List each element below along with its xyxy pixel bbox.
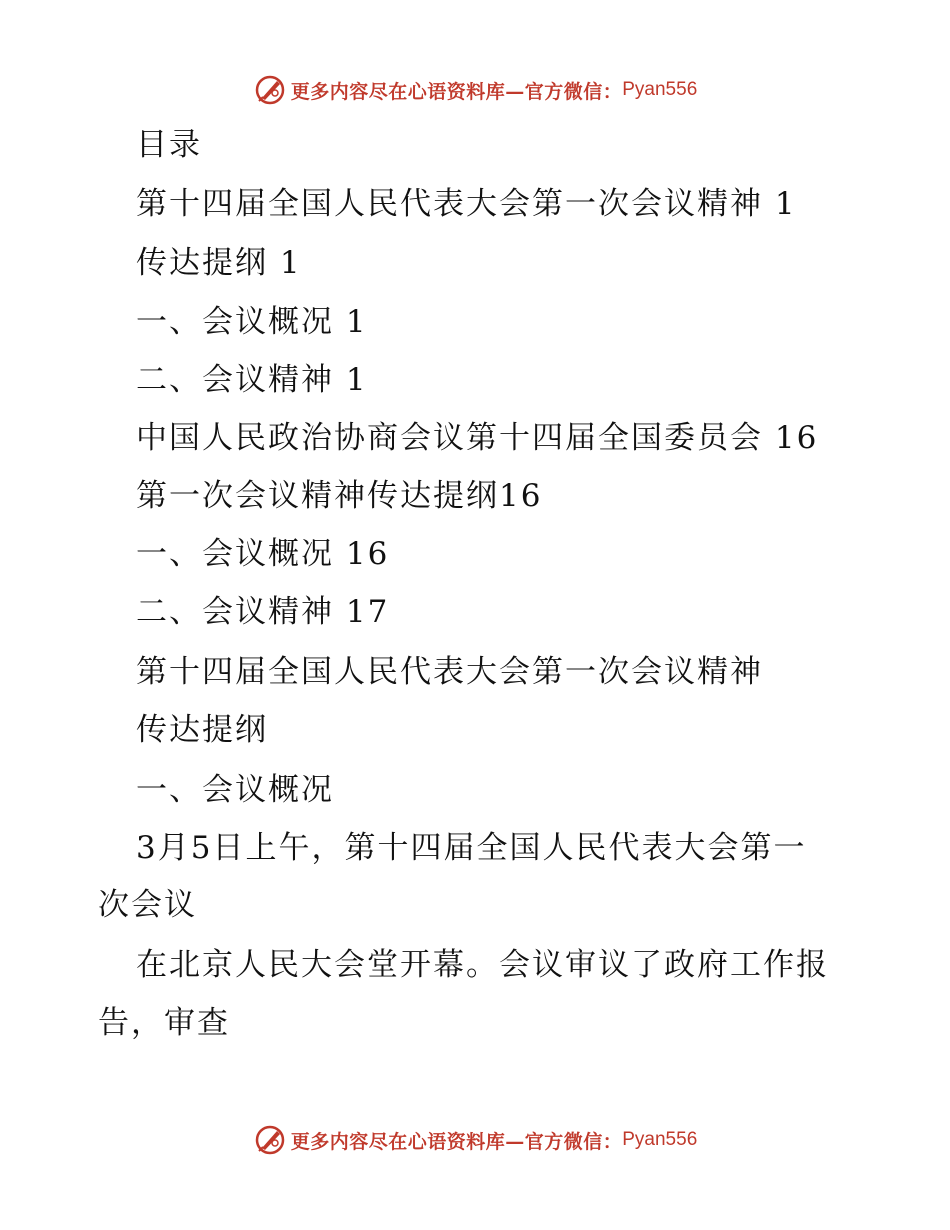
footer-banner bbox=[0, 1122, 950, 1158]
toc-entry: 一、会议概况 16 bbox=[136, 536, 390, 572]
toc-entry: 中国人民政治协商会议第十四届全国委员会 16 bbox=[136, 420, 819, 456]
document-heading: 传达提纲 bbox=[136, 712, 268, 748]
toc-entry: 一、会议概况 1 bbox=[136, 304, 368, 340]
paragraph-line: 3月5日上午，第十四届全国人民代表大会第一 bbox=[136, 830, 807, 866]
quill-logo-icon bbox=[253, 1123, 287, 1157]
paragraph-line: 告，审查 bbox=[98, 1005, 230, 1041]
section-heading: 一、会议概况 bbox=[136, 772, 334, 808]
toc-entry: 二、会议精神 17 bbox=[136, 594, 390, 630]
paragraph-line: 在北京人民大会堂开幕。会议审议了政府工作报 bbox=[136, 947, 829, 983]
paragraph-line: 次会议 bbox=[98, 887, 197, 923]
header-banner bbox=[0, 72, 950, 108]
toc-title: 目录 bbox=[136, 127, 202, 163]
wechat-id: Pyan556 bbox=[622, 1129, 698, 1150]
toc-entry: 二、会议精神 1 bbox=[136, 362, 368, 398]
banner-text: 更多内容尽在心语资料库—官方微信： bbox=[290, 1130, 623, 1153]
banner-text: 更多内容尽在心语资料库—官方微信： bbox=[290, 80, 623, 103]
toc-entry: 传达提纲 1 bbox=[136, 245, 302, 281]
document-heading: 第十四届全国人民代表大会第一次会议精神 bbox=[136, 654, 763, 690]
wechat-id: Pyan556 bbox=[622, 79, 698, 100]
toc-entry: 第一次会议精神传达提纲16 bbox=[136, 478, 543, 514]
quill-logo-icon bbox=[253, 73, 287, 107]
toc-entry: 第十四届全国人民代表大会第一次会议精神 1 bbox=[136, 186, 797, 222]
